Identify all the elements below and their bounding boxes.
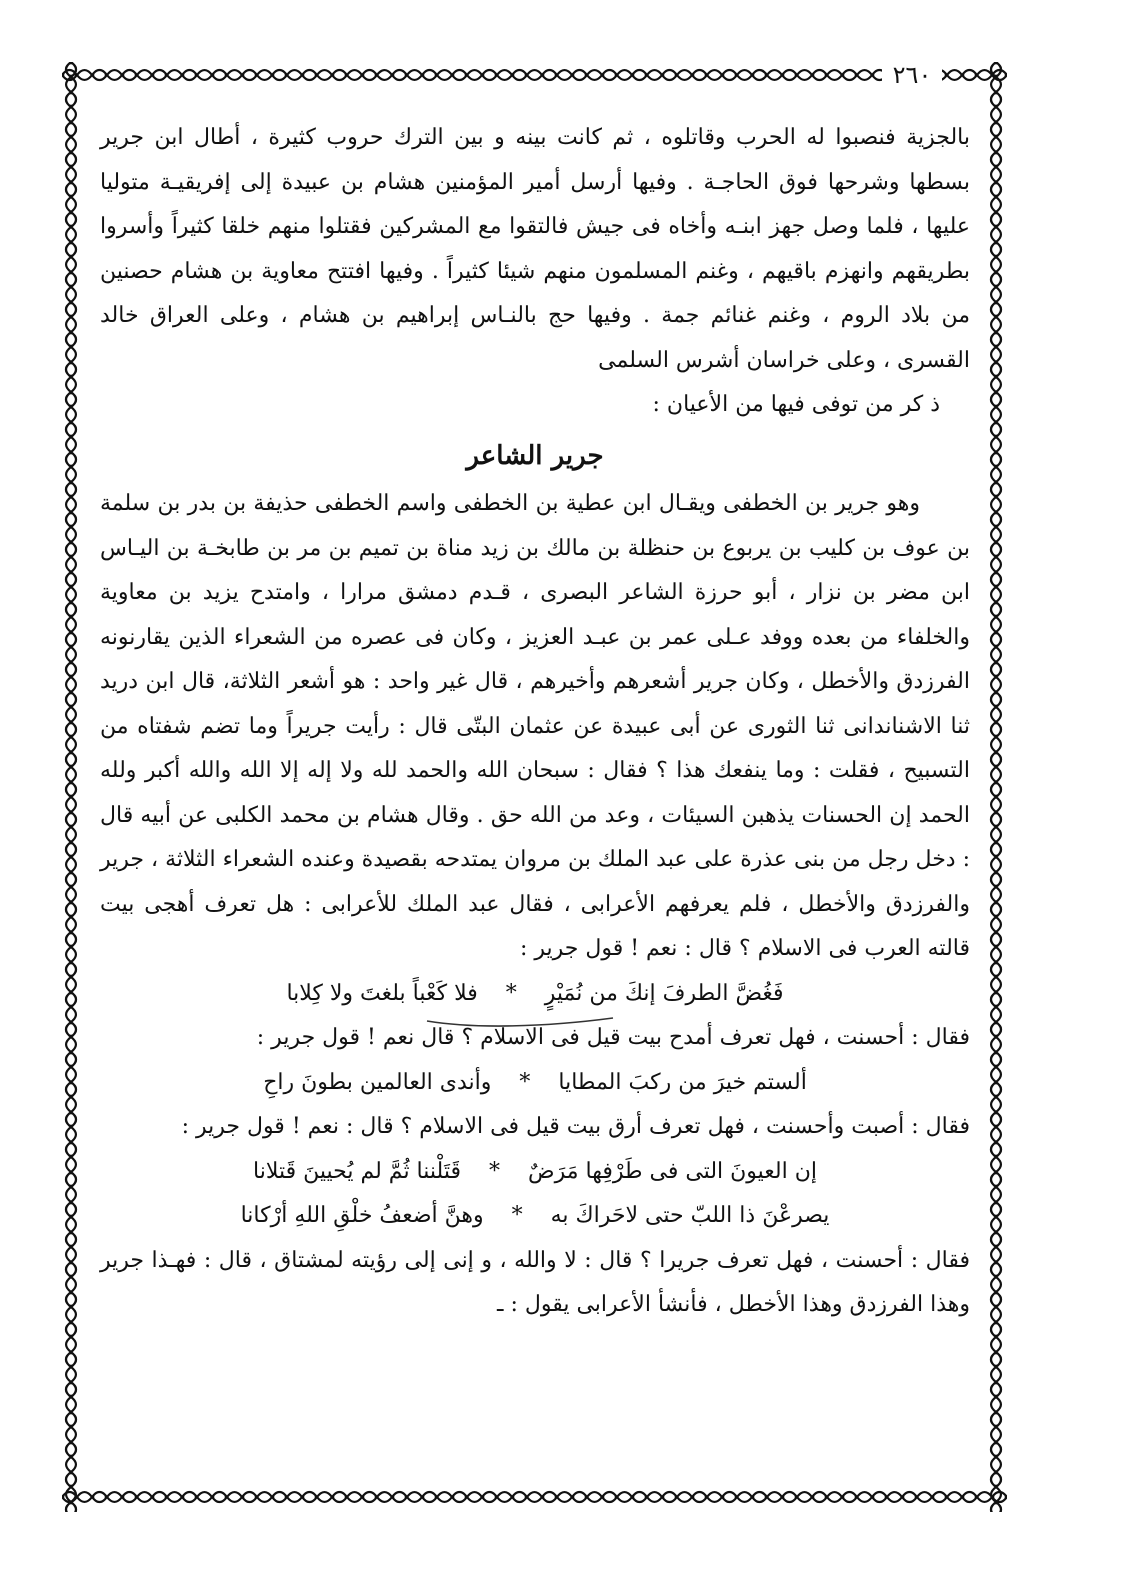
- rope-loop: [991, 1204, 1002, 1216]
- rope-loop: [484, 70, 496, 81]
- rope-loop: [244, 70, 256, 81]
- rope-loop: [66, 1354, 77, 1366]
- rope-strand: [62, 1492, 1007, 1502]
- rope-loop: [604, 1492, 616, 1503]
- rope-loop: [66, 604, 77, 616]
- rope-loop: [94, 70, 106, 81]
- rope-loop: [991, 454, 1002, 466]
- rope-loop: [66, 1294, 77, 1306]
- rope-loop: [991, 364, 1002, 376]
- rope-loop: [991, 124, 1002, 136]
- rope-loop: [514, 1492, 526, 1503]
- rope-loop: [66, 1264, 77, 1276]
- rope-loop: [66, 754, 77, 766]
- verse-hemistich-left: وأندى العالمين بطونَ راحِ: [263, 1069, 492, 1095]
- rope-loop: [544, 1492, 556, 1503]
- rope-loop: [991, 304, 1002, 316]
- rope-loop: [274, 70, 286, 81]
- dialogue-line: فقال : أصبت وأحسنت ، فهل تعرف أرق بيت قيل فى الاسلام ؟ قال : نعم ! قول جرير :: [181, 1114, 970, 1139]
- rope-loop: [694, 1492, 706, 1503]
- rope-loop: [66, 484, 77, 496]
- rope-loop: [66, 454, 77, 466]
- rope-loop: [991, 214, 1002, 226]
- rope-loop: [991, 844, 1002, 856]
- rope-loop: [784, 1492, 796, 1503]
- rope-loop: [274, 1492, 286, 1503]
- rope-loop: [991, 274, 1002, 286]
- rope-loop: [784, 70, 796, 81]
- rope-loop: [991, 604, 1002, 616]
- rope-loop: [394, 70, 406, 81]
- rope-loop: [184, 1492, 196, 1503]
- rope-loop: [991, 1024, 1002, 1036]
- rope-loop: [904, 1492, 916, 1503]
- rope-loop: [991, 904, 1002, 916]
- rope-loop: [991, 754, 1002, 766]
- rope-loop: [184, 70, 196, 81]
- rope-loop: [844, 1492, 856, 1503]
- rope-loop: [991, 994, 1002, 1006]
- rope-loop: [991, 1234, 1002, 1246]
- rope-loop: [66, 1384, 77, 1396]
- rope-loop: [66, 1234, 77, 1246]
- rope-loop: [66, 724, 77, 736]
- rope-loop: [66, 364, 77, 376]
- rope-loop: [991, 334, 1002, 346]
- verse-hemistich-left: فلا كَعْباً بلغتَ ولا كِلابا: [286, 980, 478, 1006]
- rope-loop: [991, 1174, 1002, 1186]
- verse-hemistich-right: يصرعْنَ ذا اللبّ حتى لاحَراكَ به: [550, 1203, 830, 1228]
- rope-loop: [66, 1144, 77, 1156]
- rope-loop: [66, 964, 77, 976]
- rope-loop: [66, 814, 77, 826]
- rope-loop: [991, 94, 1002, 106]
- rope-loop: [724, 70, 736, 81]
- rope-loop: [66, 274, 77, 286]
- rope-loop: [364, 1492, 376, 1503]
- rope-loop: [991, 634, 1002, 646]
- rope-loop: [991, 694, 1002, 706]
- verse-hemistich-right: إن العيونَ التى فى طَرْفِها مَرَضٌ: [527, 1158, 817, 1184]
- rope-loop: [66, 634, 77, 646]
- rope-loop: [874, 1492, 886, 1503]
- rope-loop: [991, 1054, 1002, 1066]
- rope-loop: [66, 574, 77, 586]
- page-content: [100, 116, 970, 1466]
- rope-loop: [991, 934, 1002, 946]
- verse-separator: *: [505, 980, 517, 1006]
- rope-loop: [66, 994, 77, 1006]
- rope-loop: [814, 1492, 826, 1503]
- rope-loop: [424, 1492, 436, 1503]
- rope-loop: [991, 1384, 1002, 1396]
- rope-loop: [94, 1492, 106, 1503]
- rope-loop: [66, 1024, 77, 1036]
- rope-loop: [66, 304, 77, 316]
- rope-loop: [66, 1324, 77, 1336]
- rope-loop: [754, 1492, 766, 1503]
- rope-loop: [304, 1492, 316, 1503]
- rope-loop: [66, 934, 77, 946]
- rope-loop: [66, 1444, 77, 1456]
- rope-strand: [62, 70, 1007, 80]
- rope-loop: [334, 1492, 346, 1503]
- verse-hemistich-left: قَتَلْننا ثُمَّ لم يُحيينَ قَتلانا: [253, 1158, 461, 1184]
- rope-loop: [484, 1492, 496, 1503]
- rope-loop: [244, 1492, 256, 1503]
- rope-strand: [62, 1492, 1007, 1502]
- verse-line-4: [100, 1194, 970, 1239]
- rope-loop: [66, 394, 77, 406]
- rope-loop: [66, 664, 77, 676]
- rope-loop: [991, 394, 1002, 406]
- rope-loop: [991, 964, 1002, 976]
- rope-loop: [991, 814, 1002, 826]
- rope-loop: [66, 94, 77, 106]
- rope-loop: [754, 70, 766, 81]
- rope-loop: [991, 1474, 1002, 1486]
- closing-paragraph: فقال : أحسنت ، فهل تعرف جريرا ؟ قال : لا والله ، و إنى إلى رؤيته لمشتاق ، قال : فهـذا جرير وهذا الفرزدق وهذا الأخطل ، فأنشأ الأعرابى يقول : ـ: [100, 1247, 970, 1317]
- verse-line-3: [100, 1150, 970, 1195]
- rope-border-right: [983, 62, 1009, 1512]
- dialogue-line: فقال : أحسنت ، فهل تعرف أمدح بيت قيل فى الاسلام ؟ قال نعم ! قول جرير :: [256, 1025, 970, 1050]
- rope-loop: [154, 1492, 166, 1503]
- rope-loop: [66, 694, 77, 706]
- rope-strand: [62, 70, 1007, 80]
- rope-loop: [664, 70, 676, 81]
- handwritten-underline: [425, 1015, 615, 1029]
- rope-loop: [544, 70, 556, 81]
- rope-border-top: [62, 62, 1007, 88]
- rope-loop: [66, 214, 77, 226]
- rope-border-bottom: [62, 1484, 1007, 1510]
- rope-loop: [574, 70, 586, 81]
- rope-loop: [991, 1324, 1002, 1336]
- rope-loop: [124, 70, 136, 81]
- rope-loop: [66, 334, 77, 346]
- rope-loop: [934, 1492, 946, 1503]
- rope-loop: [574, 1492, 586, 1503]
- rope-loop: [991, 514, 1002, 526]
- verse-separator: *: [511, 1203, 523, 1228]
- rope-loop: [304, 70, 316, 81]
- rope-loop: [844, 70, 856, 81]
- rope-border-left: [58, 62, 84, 1512]
- rope-loop: [66, 244, 77, 256]
- rope-loop: [694, 70, 706, 81]
- rope-loop: [514, 70, 526, 81]
- rope-loop: [66, 184, 77, 196]
- rope-loop: [991, 154, 1002, 166]
- rope-loop: [394, 1492, 406, 1503]
- page-number: ٢٦٠: [882, 60, 942, 90]
- rope-loop: [66, 514, 77, 526]
- verse-hemistich-right: ألستم خيرَ من ركبَ المطايا: [558, 1069, 807, 1095]
- rope-loop: [991, 484, 1002, 496]
- rope-loop: [124, 1492, 136, 1503]
- rope-loop: [991, 784, 1002, 796]
- rope-loop: [154, 70, 166, 81]
- rope-loop: [66, 64, 77, 76]
- rope-loop: [724, 1492, 736, 1503]
- rope-loop: [66, 904, 77, 916]
- rope-loop: [454, 1492, 466, 1503]
- rope-loop: [991, 1144, 1002, 1156]
- rope-loop: [334, 70, 346, 81]
- section-heading: ذ كر من توفى فيها من الأعيان :: [652, 392, 940, 417]
- rope-loop: [991, 64, 1002, 76]
- rope-loop: [66, 424, 77, 436]
- rope-loop: [991, 244, 1002, 256]
- verse-hemistich-right: فَغُضَّ الطرفَ إنكَ من نُمَيْرٍ: [544, 980, 784, 1006]
- rope-loop: [66, 154, 77, 166]
- rope-loop: [66, 874, 77, 886]
- biography-title: جرير الشاعر: [466, 440, 604, 471]
- biography-paragraph: وهو جرير بن الخطفى ويقـال ابن عطية بن الخطفى واسم الخطفى حذيفة بن بدر بن سلمة بن عوف بن كليب بن يربوع بن حنظلة بن مالك بن زيد مناة بن تميم بن مر بن طابخـة بن اليـاس ابن مضر بن نزار ، أبو حرزة الشاعر البصرى ، قـدم دمشق مرارا ، وامتدح يزيد بن معاوية والخلفاء من بعده ووفد عـلى عمر بن عبـد العزيز ، وكان فى عصره من الشعراء الذين يقارنونه الفرزدق والأخطل ، وكان جرير أشعرهم وأخيرهم ، قال غير واحد : هو أشعر الثلاثة، قال ابن دريد ثنا الاشناندانى ثنا الثورى عن أبى عبيدة عن عثمان البتّى قال : رأيت جريراً وما تضم شفتاه من التسبيح ، فقلت : وما ينفعك هذا ؟ فقال : سبحان الله والحمد لله ولا إله إلا الله والله أكبر ولله الحمد إن الحسنات يذهبن السيئات ، وعد من الله حق . وقال هشام بن محمد الكلبى عن أبيه قال : دخل رجل من بنى عذرة على عبد الملك بن مروان يمتدحه بقصيدة وعنده الشعراء الثلاثة ، جرير والفرزدق والأخطل ، فلم يعرفهم الأعرابى ، فقال عبد الملك للأعرابى : هل تعرف أهجى بيت قالته العرب فى الاسلام ؟ قال : نعم ! قول جرير :: [100, 491, 970, 961]
- rope-loop: [454, 70, 466, 81]
- rope-loop: [424, 70, 436, 81]
- rope-loop: [214, 70, 226, 81]
- rope-loop: [991, 1084, 1002, 1096]
- rope-loop: [964, 1492, 976, 1503]
- verse-line-2: [100, 1061, 970, 1106]
- rope-loop: [991, 664, 1002, 676]
- rope-loop: [991, 1264, 1002, 1276]
- rope-loop: [991, 1294, 1002, 1306]
- rope-loop: [634, 1492, 646, 1503]
- rope-loop: [66, 544, 77, 556]
- rope-loop: [991, 574, 1002, 586]
- rope-loop: [964, 70, 976, 81]
- rope-loop: [66, 1114, 77, 1126]
- rope-loop: [814, 70, 826, 81]
- rope-loop: [66, 1084, 77, 1096]
- verse-separator: *: [488, 1158, 500, 1184]
- rope-loop: [66, 1414, 77, 1426]
- rope-loop: [66, 844, 77, 856]
- rope-loop: [214, 1492, 226, 1503]
- rope-loop: [66, 784, 77, 796]
- rope-loop: [991, 1114, 1002, 1126]
- rope-loop: [66, 1054, 77, 1066]
- rope-loop: [991, 184, 1002, 196]
- rope-loop: [364, 70, 376, 81]
- verse-separator: *: [519, 1069, 531, 1095]
- rope-loop: [991, 724, 1002, 736]
- verse-hemistich-left: وهنَّ أضعفُ خلْقِ اللهِ أرْكانا: [240, 1203, 484, 1228]
- rope-loop: [991, 1414, 1002, 1426]
- rope-loop: [66, 124, 77, 136]
- verse-line-1: [100, 972, 970, 1017]
- rope-loop: [604, 70, 616, 81]
- rope-loop: [991, 424, 1002, 436]
- intro-paragraph: بالجزية فنصبوا له الحرب وقاتلوه ، ثم كانت بينه و بين الترك حروب كثيرة ، أطال ابن جرير بسطها وشرحها فوق الحاجـة . وفيها أرسل أمير المؤمنين هشام بن عبيدة إلى إفريقيـة متوليا عليها ، فلما وصل جهز ابنـه وأخاه فى جيش فالتقوا مع المشركين فقتلوا منهم خلقا كثيراً وأسروا بطريقهم وانهزم باقيهم ، وغنم المسلمون منهم شيئا كثيراً . وفيها افتتح معاوية بن هشام حصنين من بلاد الروم ، وغنم غنائم جمة . وفيها حج بالنـاس إبراهيم بن هشام ، وعلى العراق خالد القسرى ، وعلى خراسان أشرس السلمى: [100, 125, 970, 373]
- rope-loop: [66, 1174, 77, 1186]
- rope-loop: [991, 1444, 1002, 1456]
- rope-loop: [991, 544, 1002, 556]
- rope-loop: [66, 1204, 77, 1216]
- rope-loop: [664, 1492, 676, 1503]
- rope-loop: [991, 1354, 1002, 1366]
- rope-loop: [634, 70, 646, 81]
- rope-loop: [66, 1474, 77, 1486]
- rope-loop: [991, 874, 1002, 886]
